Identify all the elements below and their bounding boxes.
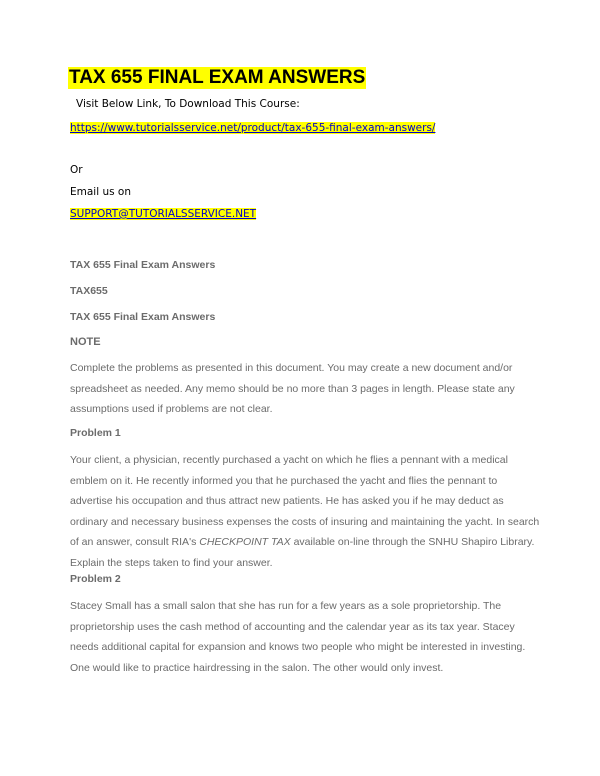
problem1-paragraph: [70, 450, 540, 574]
heading-course-code: TAX655: [70, 285, 108, 297]
problem2-paragraph: Stacey Small has a small salon that she has run for a few years as a sole proprietorship. The proprietorship uses the cash method of accounting and the calendar year as its tax year. Stacey needs additional capital for expansion and knows two people who might be interested in investing. One would like to practice hairdressing in the salon. The other would only invest.: [70, 600, 526, 674]
note-heading: NOTE: [70, 336, 101, 348]
checkpoint-tax-text: CHECKPOINT TAX: [199, 536, 291, 549]
heading-final-exam-2: TAX 655 Final Exam Answers: [70, 311, 216, 323]
visit-text: Visit Below Link, To Download This Course:: [76, 98, 300, 110]
heading-final-exam: TAX 655 Final Exam Answers: [70, 259, 216, 271]
or-text: Or: [70, 164, 83, 176]
problem1-text-b: available on-line through the SNHU Shapiro Library. Explain the steps taken to find your answer.: [70, 536, 535, 569]
support-email-link[interactable]: SUPPORT@TUTORIALSSERVICE.NET: [70, 208, 257, 220]
note-paragraph: Complete the problems as presented in this document. You may create a new document and/or spreadsheet as needed. Any memo should be no more than 3 pages in length. Please state any assumptions used if problems are not clear.: [70, 362, 515, 416]
email-text: Email us on: [70, 186, 132, 198]
problem1-text-a: Your client, a physician, recently purchased a yacht on which he flies a pennant with a medical emblem on it. He recently informed you that he purchased the yacht and flies the pennant to advertise his occupation and thus attract new patients. He has asked you if he may deduct as ordinary and necessary business expenses the costs of insuring and maintaining the yacht. In search of an answer, consult RIA's: [70, 454, 540, 549]
page-title: TAX 655 FINAL EXAM ANSWERS: [69, 67, 366, 88]
problem2-heading: Problem 2: [70, 573, 121, 585]
course-link[interactable]: https://www.tutorialsservice.net/product/tax-655-final-exam-answers/: [70, 122, 436, 134]
problem1-heading: Problem 1: [70, 427, 121, 439]
